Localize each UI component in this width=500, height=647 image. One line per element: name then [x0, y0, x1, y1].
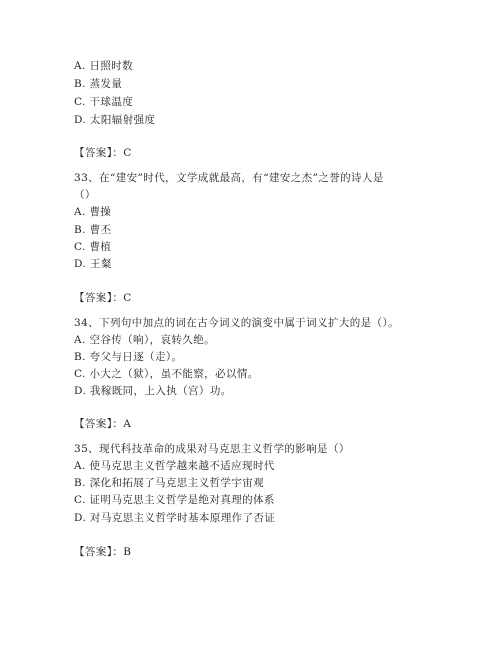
- q35-option-d: D. 对马克思主义哲学时基本原理作了否证: [74, 512, 276, 524]
- q34-answer: 【答案】：A: [74, 418, 132, 430]
- q33-option-b: B. 曹丕: [74, 224, 112, 236]
- q33-stem-line1: 33、在“建安”时代，文学成就最高，有“建安之杰”之誉的诗人是: [74, 172, 384, 184]
- q33-stem-line2: （）: [74, 189, 96, 201]
- q35-option-a: A. 使马克思主义哲学越来越不适应现时代: [74, 460, 275, 472]
- q34-option-b: B. 夸父与日逐（走）。: [74, 351, 183, 363]
- q33-answer: 【答案】：C: [74, 292, 132, 304]
- q35-option-b: B. 深化和拓展了马克思主义哲学宇宙观: [74, 477, 264, 489]
- q35-answer: 【答案】：B: [74, 546, 132, 558]
- q32-option-d: D. 太阳辐射强度: [74, 114, 156, 126]
- q35-option-c: C. 证明马克思主义哲学是绝对真理的体系: [74, 494, 275, 506]
- q32-option-a: A. 日照时数: [74, 60, 134, 72]
- q33-option-c: C. 曹植: [74, 241, 112, 253]
- q34-option-c: C. 小大之（狱），虽不能察，必以情。: [74, 368, 259, 380]
- q34-option-d: D. 我稼既同，上入执（宫）功。: [74, 385, 232, 397]
- q33-option-d: D. 王粲: [74, 258, 112, 270]
- q32-option-b: B. 蒸发量: [74, 78, 123, 90]
- q34-stem: 34、下列句中加点的词在古今词义的演变中属于词义扩大的是（）。: [74, 317, 400, 329]
- q34-option-a: A. 空谷传（响），哀转久绝。: [74, 334, 216, 346]
- q35-stem: 35、现代科技革命的成果对马克思主义哲学的影响是（）: [74, 443, 350, 455]
- q33-option-a: A. 曹操: [74, 206, 112, 218]
- q32-answer: 【答案】：C: [74, 147, 132, 159]
- q32-option-c: C. 干球温度: [74, 96, 134, 108]
